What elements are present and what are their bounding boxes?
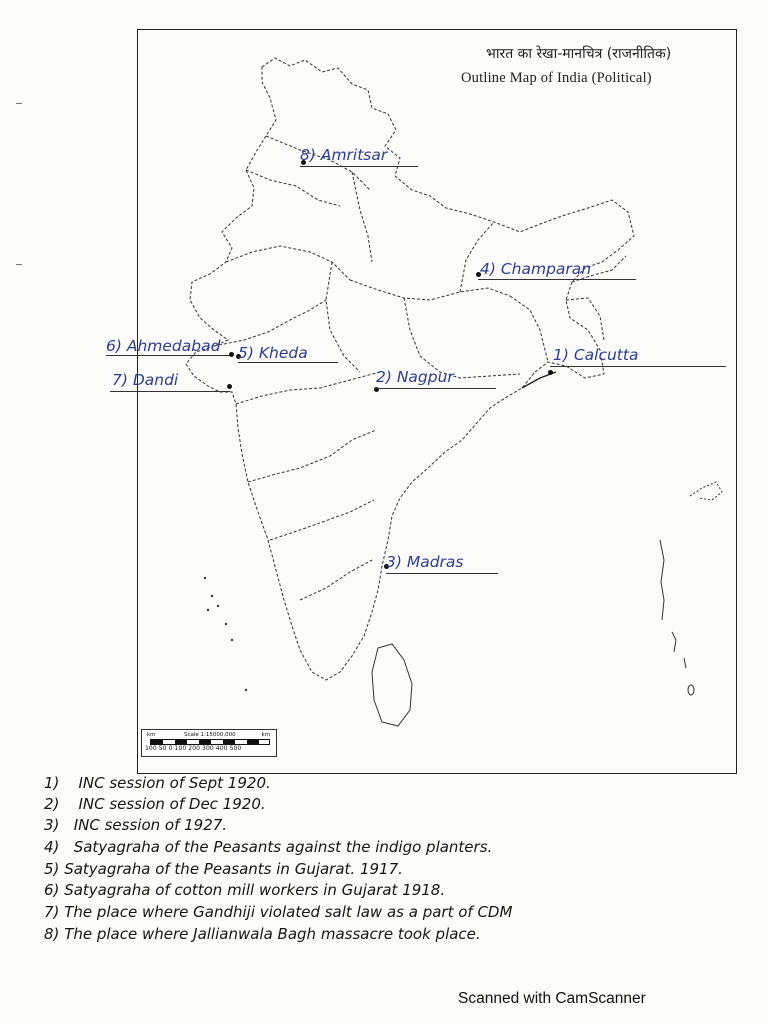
legend-item-1 [44,776,271,791]
legend-item-3 [44,818,227,833]
label-champaran: 4) Champaran [480,260,592,278]
legend-item-8 [44,927,481,942]
scale-ticks: 100 50 0 100 200 300 400 500 [145,745,242,752]
scale-label: Scale 1:15000,000 [184,732,236,738]
underline [386,573,498,574]
scale-bar [141,729,277,757]
legend-text: INC session of Sept 1920. [78,774,271,792]
underline [106,355,230,356]
legend-num: 5) [44,860,60,878]
legend-text: INC session of 1927. [73,816,228,834]
scanner-watermark: Scanned with CamScanner [458,990,646,1007]
legend-item-4 [44,840,492,855]
legend-num: 6) [44,881,60,899]
legend-num: 3) [44,816,60,834]
legend-num: 1) [44,774,60,792]
underline [374,388,496,389]
legend-item-6 [44,883,445,898]
scale-unit-left: km [147,732,156,738]
legend-text: Satyagraha of the Peasants in Gujarat. 1917. [64,860,403,878]
label-nagpur: 2) Nagpur [376,368,454,386]
label-dandi: 7) Dandi [112,371,179,389]
legend-text: Satyagraha of cotton mill workers in Gujarat 1918. [64,881,446,899]
legend-num: 8) [44,925,60,943]
map-title-hindi: भारत का रेखा-मानचित्र (राजनीतिक) [486,46,672,62]
label-kheda: 5) Kheda [238,344,308,362]
label-ahmedabad: 6) Ahmedabad [106,337,221,355]
map-title-english: Outline Map of India (Political) [461,70,652,86]
underline [238,362,338,363]
legend-item-2 [44,797,266,812]
legend-text: The place where Jallianwala Bagh massacre took place. [64,925,481,943]
underline [478,279,636,280]
legend-text: The place where Gandhiji violated salt law as a part of CDM [64,903,513,921]
underline [550,366,726,367]
label-calcutta: 1) Calcutta [553,346,639,364]
legend-text: Satyagraha of the Peasants against the indigo planters. [73,838,493,856]
andaman-islands [660,540,664,620]
label-amritsar: 8) Amritsar [300,146,388,164]
scale-unit-right: km [261,732,270,738]
sri-lanka-outline [372,644,412,726]
dandi-marker [227,384,232,389]
legend-item-5 [44,862,403,877]
label-madras: 3) Madras [386,553,464,571]
legend-text: INC session of Dec 1920. [78,795,266,813]
underline [110,391,230,392]
calcutta-marker [548,370,553,375]
underline [300,166,418,167]
legend-num: 7) [44,903,60,921]
legend-num: 4) [44,838,60,856]
legend-num: 2) [44,795,60,813]
legend-item-7 [44,905,512,920]
